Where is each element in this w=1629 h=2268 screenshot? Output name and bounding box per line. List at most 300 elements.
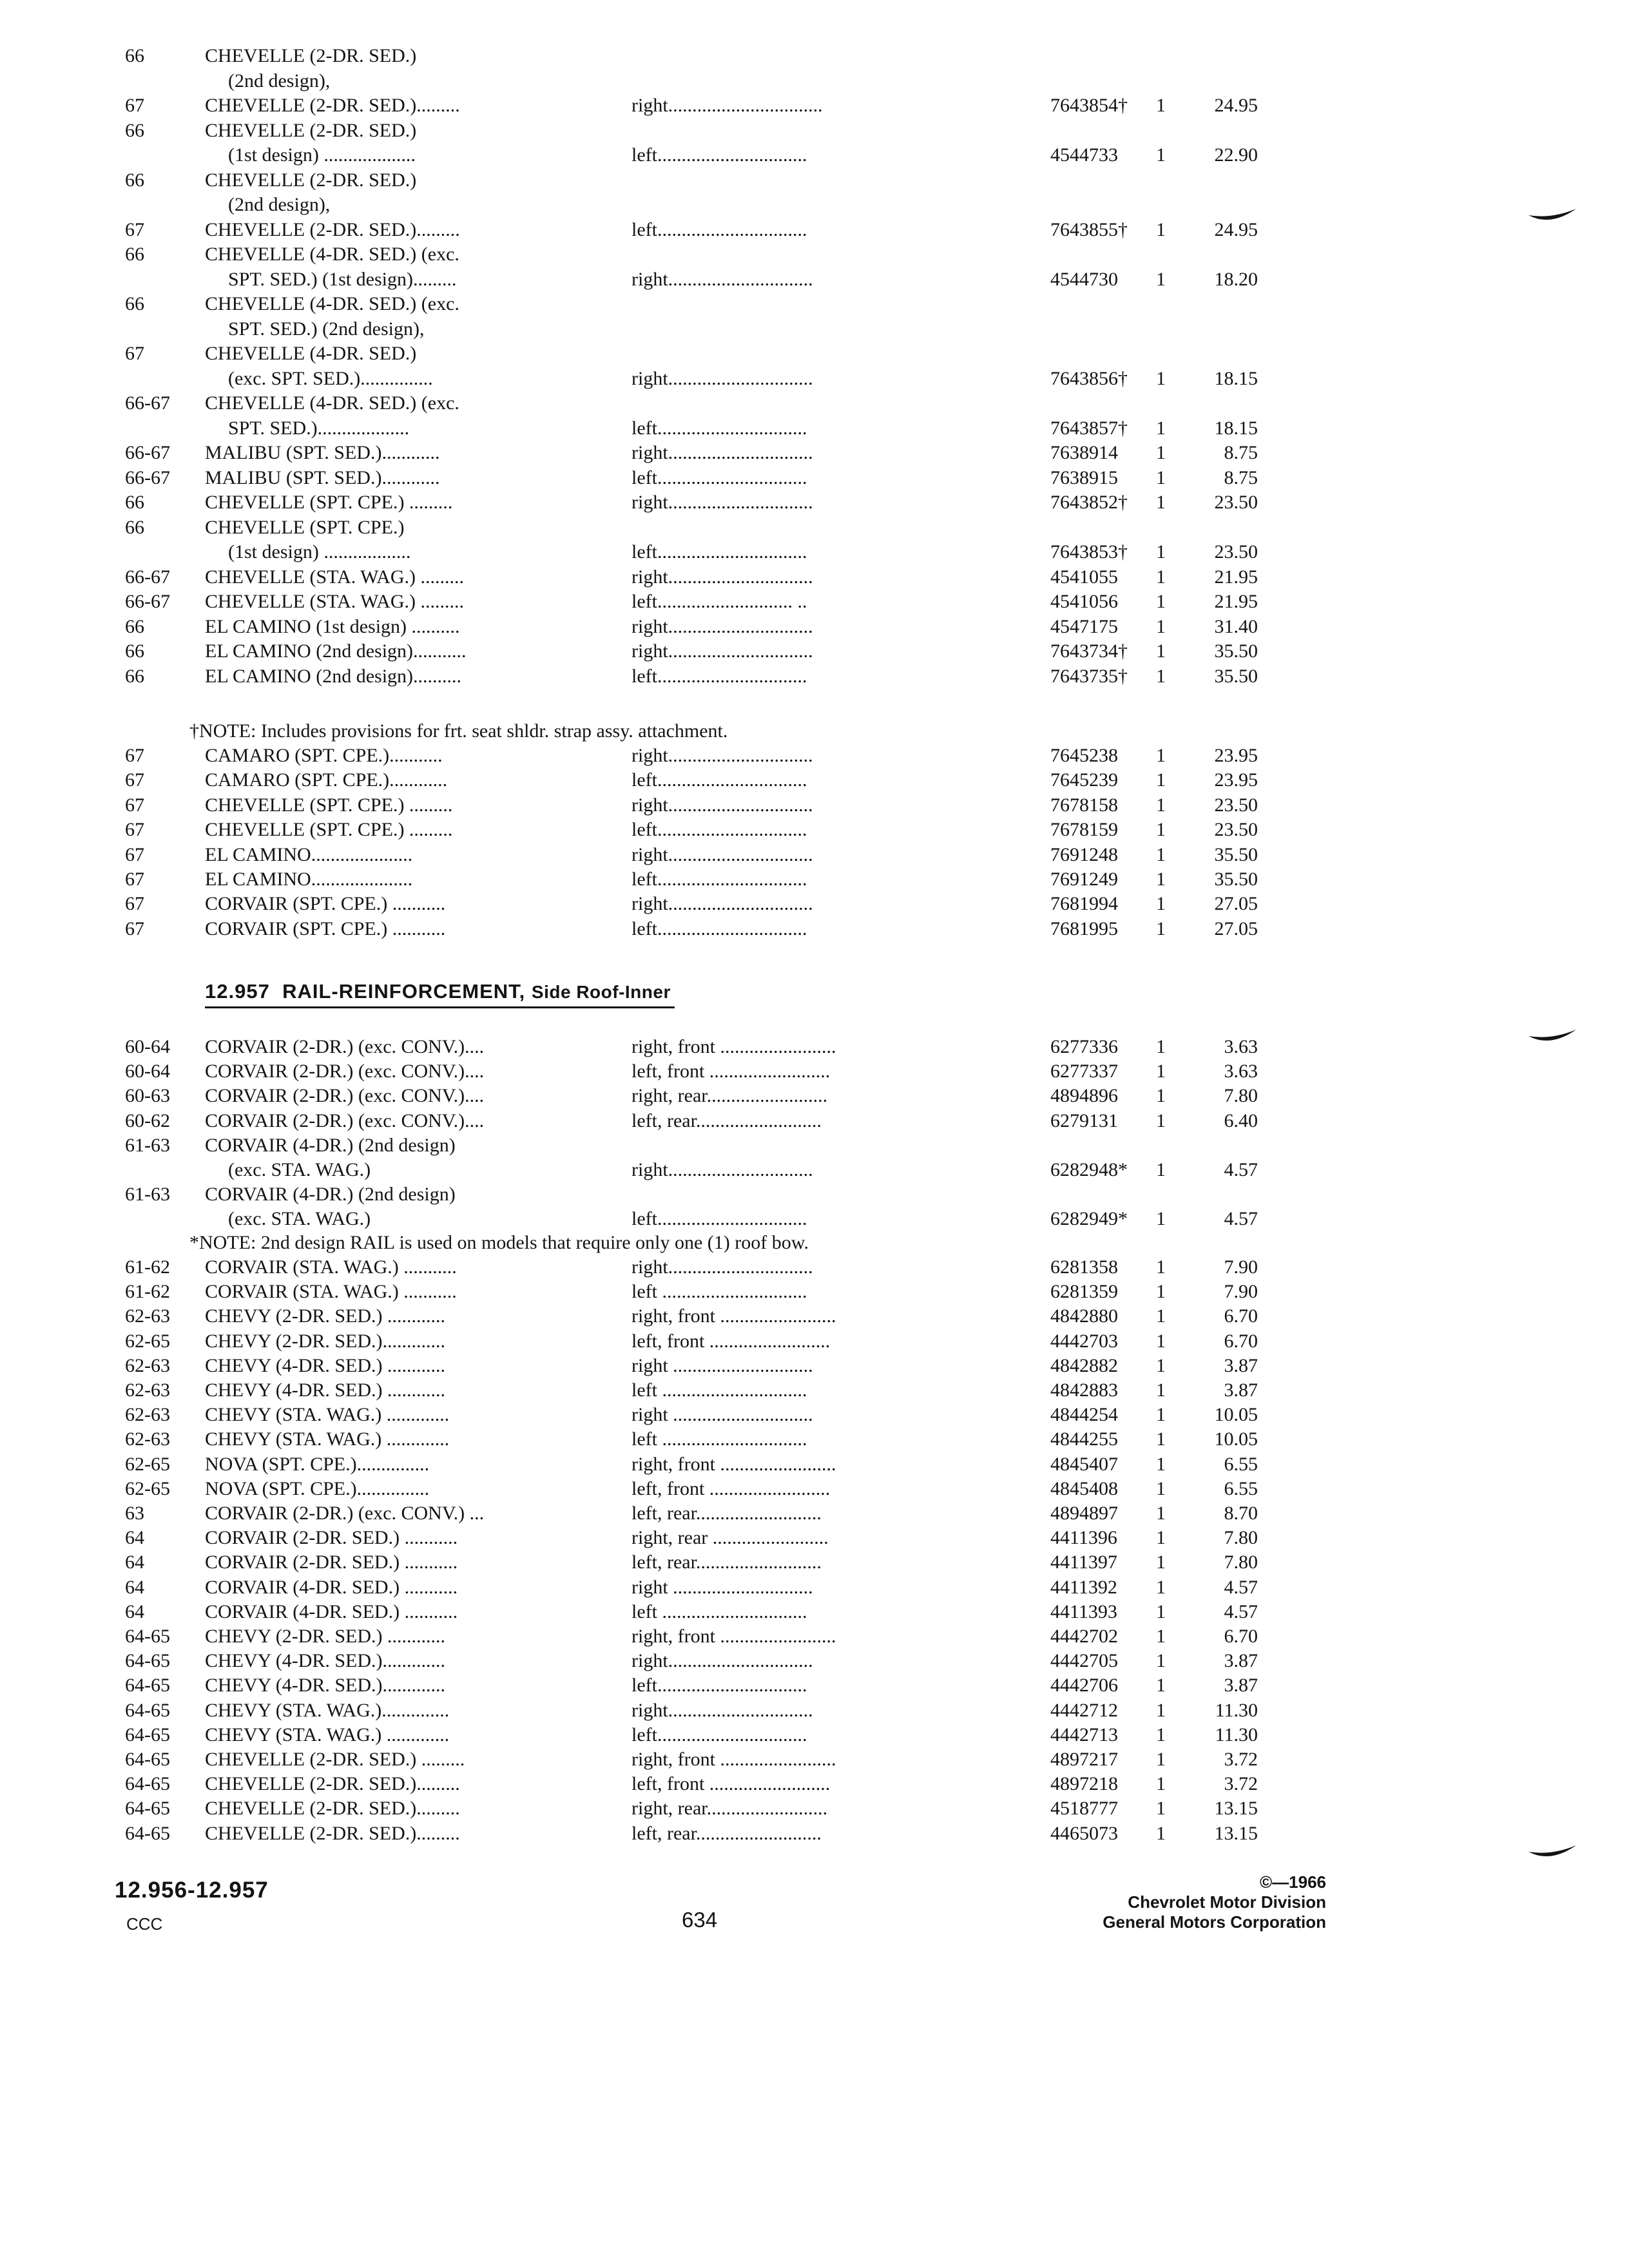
quantity-cell: 1 — [1156, 367, 1166, 389]
binder-tick-mark — [1527, 1841, 1577, 1861]
side-cell: left .............................. — [631, 1281, 807, 1303]
year-cell: 66 — [125, 293, 144, 314]
year-cell: 66 — [125, 169, 144, 191]
year-cell: 61-63 — [125, 1134, 170, 1156]
model-cell: CHEVELLE (SPT. CPE.) ......... — [205, 794, 453, 816]
side-cell: left, front ......................... — [631, 1061, 831, 1082]
quantity-cell: 1 — [1156, 1256, 1166, 1278]
part-number-cell: 7678158 — [1050, 794, 1118, 816]
table-row — [0, 317, 1629, 341]
table-row — [0, 1575, 1629, 1600]
price-cell: 8.70 — [1224, 1503, 1258, 1524]
side-cell: left............................... — [631, 769, 807, 791]
price-cell: 3.87 — [1224, 1675, 1258, 1696]
year-cell: 64-65 — [125, 1798, 170, 1820]
price-cell: 35.50 — [1214, 665, 1258, 687]
price-cell: 35.50 — [1214, 869, 1258, 890]
side-cell: right.............................. — [631, 615, 813, 637]
side-cell: right, front ........................ — [631, 1305, 836, 1327]
side-cell: left............................... — [631, 466, 807, 488]
part-number-cell: 4411397 — [1050, 1552, 1117, 1573]
quantity-cell: 1 — [1156, 1379, 1166, 1401]
year-cell: 62-63 — [125, 1379, 170, 1401]
model-cell: CHEVY (STA. WAG.).............. — [205, 1699, 450, 1721]
quantity-cell: 1 — [1156, 1404, 1166, 1426]
table-row — [0, 242, 1629, 267]
table-row — [0, 917, 1629, 941]
price-cell: 6.70 — [1224, 1305, 1258, 1327]
quantity-cell: 1 — [1156, 1724, 1166, 1745]
quantity-cell: 1 — [1156, 1208, 1166, 1230]
year-cell: 66 — [125, 516, 144, 538]
part-number-cell: 4544730 — [1050, 268, 1118, 290]
price-cell: 4.57 — [1224, 1159, 1258, 1180]
side-cell: left, rear.......................... — [631, 1110, 822, 1131]
side-cell: left, front ......................... — [631, 1477, 831, 1499]
price-cell: 23.95 — [1214, 769, 1258, 791]
part-number-cell: 6277337 — [1050, 1061, 1118, 1082]
table-row — [0, 590, 1629, 614]
price-cell: 7.90 — [1224, 1256, 1258, 1278]
year-cell: 64-65 — [125, 1749, 170, 1770]
table-row — [0, 267, 1629, 292]
model-cell: CHEVY (2-DR. SED.) ............ — [205, 1626, 446, 1647]
model-cell: CHEVELLE (4-DR. SED.) — [205, 343, 417, 364]
table-row — [0, 1600, 1629, 1624]
year-cell: 64-65 — [125, 1650, 170, 1672]
year-cell: 67 — [125, 769, 144, 791]
year-cell: 64 — [125, 1552, 144, 1573]
part-number-cell: 7643856† — [1050, 367, 1128, 389]
model-cell: EL CAMINO (2nd design)........... — [205, 640, 467, 662]
price-cell: 18.15 — [1214, 417, 1258, 439]
side-cell: left .............................. — [631, 1428, 807, 1450]
side-cell: left............................... — [631, 417, 807, 439]
model-cell: CHEVY (STA. WAG.) ............. — [205, 1404, 450, 1426]
side-cell: right.............................. — [631, 745, 813, 766]
year-cell: 62-65 — [125, 1477, 170, 1499]
year-cell: 62-63 — [125, 1354, 170, 1376]
model-cell: CHEVELLE (2-DR. SED.)......... — [205, 1773, 460, 1795]
model-cell: CORVAIR (2-DR.) (exc. CONV.).... — [205, 1061, 485, 1082]
model-cell: (2nd design), — [228, 194, 331, 215]
table-row — [0, 892, 1629, 916]
quantity-cell: 1 — [1156, 1749, 1166, 1770]
price-cell: 10.05 — [1214, 1428, 1258, 1450]
price-cell: 24.95 — [1214, 218, 1258, 240]
price-cell: 18.20 — [1214, 268, 1258, 290]
model-cell: CORVAIR (2-DR.) (exc. CONV.).... — [205, 1036, 485, 1057]
table-row — [0, 793, 1629, 818]
model-cell: EL CAMINO..................... — [205, 869, 413, 890]
price-cell: 3.87 — [1224, 1650, 1258, 1672]
quantity-cell: 1 — [1156, 1428, 1166, 1450]
model-cell: EL CAMINO (1st design) .......... — [205, 615, 460, 637]
year-cell: 62-65 — [125, 1330, 170, 1352]
price-cell: 4.57 — [1224, 1208, 1258, 1230]
year-cell: 60-64 — [125, 1036, 170, 1057]
part-number-cell: 4442713 — [1050, 1724, 1118, 1745]
year-cell: 61-62 — [125, 1256, 170, 1278]
part-number-cell: 4897218 — [1050, 1773, 1118, 1795]
part-number-cell: 7645239 — [1050, 769, 1118, 791]
year-cell: 66 — [125, 640, 144, 662]
table-row — [0, 441, 1629, 465]
year-cell: 60-62 — [125, 1110, 170, 1131]
year-cell: 64 — [125, 1576, 144, 1598]
quantity-cell: 1 — [1156, 1699, 1166, 1721]
table-row — [0, 490, 1629, 515]
year-cell: 67 — [125, 819, 144, 841]
price-cell: 3.72 — [1224, 1773, 1258, 1795]
price-cell: 6.55 — [1224, 1477, 1258, 1499]
part-number-cell: 7678159 — [1050, 819, 1118, 841]
model-cell: NOVA (SPT. CPE.)............... — [205, 1477, 430, 1499]
table-row — [0, 664, 1629, 689]
quantity-cell: 1 — [1156, 893, 1166, 915]
section-heading — [205, 977, 675, 1008]
price-cell: 35.50 — [1214, 843, 1258, 865]
side-cell: left, front ......................... — [631, 1773, 831, 1795]
table-row — [0, 1723, 1629, 1747]
table-row — [0, 1182, 1629, 1207]
year-cell: 64 — [125, 1527, 144, 1549]
part-number-cell: 4845407 — [1050, 1453, 1118, 1475]
footer-copyright: ©—1966 — [1260, 1872, 1326, 1892]
binder-tick-mark — [1527, 205, 1577, 224]
side-cell: right.............................. — [631, 843, 813, 865]
table-row — [0, 1501, 1629, 1526]
year-cell: 66 — [125, 665, 144, 687]
table-row — [0, 1452, 1629, 1477]
price-cell: 21.95 — [1214, 591, 1258, 612]
table-row — [0, 391, 1629, 416]
part-number-cell: 4842880 — [1050, 1305, 1118, 1327]
quantity-cell: 1 — [1156, 843, 1166, 865]
quantity-cell: 1 — [1156, 417, 1166, 439]
quantity-cell: 1 — [1156, 745, 1166, 766]
table-row — [0, 867, 1629, 892]
year-cell: 66-67 — [125, 442, 170, 463]
model-cell: CHEVELLE (SPT. CPE.) ......... — [205, 492, 453, 513]
quantity-cell: 1 — [1156, 268, 1166, 290]
model-cell: CORVAIR (4-DR.) (2nd design) — [205, 1184, 456, 1206]
table-row — [0, 1477, 1629, 1501]
table-row — [0, 1796, 1629, 1821]
year-cell: 67 — [125, 745, 144, 766]
model-cell: CORVAIR (SPT. CPE.) ........... — [205, 893, 446, 915]
table-row — [0, 515, 1629, 540]
table-row — [0, 1304, 1629, 1329]
table-row — [0, 768, 1629, 793]
model-cell: CHEVY (STA. WAG.) ............. — [205, 1428, 450, 1450]
table-row — [0, 1427, 1629, 1452]
year-cell: 60-63 — [125, 1085, 170, 1107]
price-cell: 6.55 — [1224, 1453, 1258, 1475]
price-cell: 7.80 — [1224, 1527, 1258, 1549]
table-row — [0, 1280, 1629, 1304]
year-cell: 66-67 — [125, 466, 170, 488]
year-cell: 66 — [125, 45, 144, 66]
side-cell: right.............................. — [631, 566, 813, 588]
quantity-cell: 1 — [1156, 144, 1166, 166]
quantity-cell: 1 — [1156, 615, 1166, 637]
model-cell: CORVAIR (4-DR.) (2nd design) — [205, 1134, 456, 1156]
model-cell: CHEVY (4-DR. SED.) ............ — [205, 1379, 446, 1401]
part-number-cell: 4897217 — [1050, 1749, 1118, 1770]
side-cell: left............................... — [631, 1208, 807, 1230]
table-row — [0, 466, 1629, 490]
price-cell: 23.50 — [1214, 541, 1258, 562]
model-cell: (exc. STA. WAG.) — [228, 1208, 371, 1230]
section-number: 12.957 — [205, 980, 270, 1003]
year-cell: 67 — [125, 218, 144, 240]
side-cell: left............................... — [631, 869, 807, 890]
price-cell: 24.95 — [1214, 95, 1258, 116]
quantity-cell: 1 — [1156, 1576, 1166, 1598]
model-cell: CHEVELLE (2-DR. SED.) — [205, 119, 417, 141]
table-row — [0, 843, 1629, 867]
table-row — [0, 1747, 1629, 1772]
table-row — [0, 143, 1629, 168]
quantity-cell: 1 — [1156, 819, 1166, 841]
price-cell: 13.15 — [1214, 1822, 1258, 1844]
side-cell: left............................... — [631, 819, 807, 841]
price-cell: 7.80 — [1224, 1552, 1258, 1573]
side-cell: left............................... — [631, 918, 807, 939]
side-cell: left............................... — [631, 541, 807, 562]
price-cell: 3.87 — [1224, 1379, 1258, 1401]
part-number-cell: 4442712 — [1050, 1699, 1118, 1721]
model-cell: CHEVELLE (STA. WAG.) ......... — [205, 566, 464, 588]
table-row — [0, 1354, 1629, 1378]
table-row — [0, 341, 1629, 366]
part-number-cell: 4894896 — [1050, 1085, 1118, 1107]
year-cell: 67 — [125, 343, 144, 364]
price-cell: 31.40 — [1214, 615, 1258, 637]
side-cell: right.............................. — [631, 893, 813, 915]
model-cell: (exc. SPT. SED.)............... — [228, 367, 433, 389]
year-cell: 67 — [125, 918, 144, 939]
price-cell: 3.87 — [1224, 1354, 1258, 1376]
quantity-cell: 1 — [1156, 466, 1166, 488]
model-cell: NOVA (SPT. CPE.)............... — [205, 1453, 430, 1475]
model-cell: CHEVELLE (2-DR. SED.) — [205, 169, 417, 191]
table-row — [0, 615, 1629, 639]
side-cell: right.............................. — [631, 367, 813, 389]
table-row — [0, 1403, 1629, 1427]
part-number-cell: 4842882 — [1050, 1354, 1118, 1376]
quantity-cell: 1 — [1156, 1453, 1166, 1475]
side-cell: right.............................. — [631, 1699, 813, 1721]
price-cell: 23.50 — [1214, 819, 1258, 841]
model-cell: CHEVELLE (STA. WAG.) ......... — [205, 591, 464, 612]
model-cell: CHEVELLE (2-DR. SED.)......... — [205, 1798, 460, 1820]
quantity-cell: 1 — [1156, 1552, 1166, 1573]
table-row — [0, 44, 1629, 68]
table-row — [0, 1207, 1629, 1231]
quantity-cell: 1 — [1156, 566, 1166, 588]
part-number-cell: 4845408 — [1050, 1477, 1118, 1499]
price-cell: 3.63 — [1224, 1036, 1258, 1057]
table-row — [0, 119, 1629, 143]
model-cell: CHEVELLE (4-DR. SED.) (exc. — [205, 392, 459, 414]
price-cell: 7.90 — [1224, 1281, 1258, 1303]
year-cell: 64-65 — [125, 1773, 170, 1795]
part-number-cell: 4465073 — [1050, 1822, 1118, 1844]
quantity-cell: 1 — [1156, 1650, 1166, 1672]
part-number-cell: 7691248 — [1050, 843, 1118, 865]
model-cell: CHEVELLE (4-DR. SED.) (exc. — [205, 293, 459, 314]
side-cell: right, front ........................ — [631, 1749, 836, 1770]
price-cell: 8.75 — [1224, 442, 1258, 463]
quantity-cell: 1 — [1156, 918, 1166, 939]
side-cell: right.............................. — [631, 794, 813, 816]
quantity-cell: 1 — [1156, 1061, 1166, 1082]
year-cell: 60-64 — [125, 1061, 170, 1082]
quantity-cell: 1 — [1156, 769, 1166, 791]
model-cell: CORVAIR (2-DR.) (exc. CONV.) ... — [205, 1503, 485, 1524]
footer-code: CCC — [126, 1914, 163, 1934]
section-subtitle: Side Roof-Inner — [531, 982, 671, 1002]
quantity-cell: 1 — [1156, 1503, 1166, 1524]
price-cell: 7.80 — [1224, 1085, 1258, 1107]
part-number-cell: 7638915 — [1050, 466, 1118, 488]
price-cell: 11.30 — [1215, 1724, 1258, 1745]
part-number-cell: 4844254 — [1050, 1404, 1118, 1426]
quantity-cell: 1 — [1156, 1626, 1166, 1647]
table-row — [0, 744, 1629, 768]
part-number-cell: 7681994 — [1050, 893, 1118, 915]
part-number-cell: 7691249 — [1050, 869, 1118, 890]
part-number-cell: 4894897 — [1050, 1503, 1118, 1524]
model-cell: CHEVY (4-DR. SED.)............. — [205, 1675, 446, 1696]
year-cell: 61-63 — [125, 1184, 170, 1206]
side-cell: left, rear.......................... — [631, 1503, 822, 1524]
model-cell: CAMARO (SPT. CPE.)............ — [205, 769, 448, 791]
year-cell: 64-65 — [125, 1822, 170, 1844]
model-cell: SPT. SED.) (1st design)......... — [228, 268, 457, 290]
side-cell: right.............................. — [631, 442, 813, 463]
model-cell: CHEVY (STA. WAG.) ............. — [205, 1724, 450, 1745]
year-cell: 64-65 — [125, 1626, 170, 1647]
part-number-cell: 4442702 — [1050, 1626, 1118, 1647]
model-cell: CORVAIR (2-DR.) (exc. CONV.).... — [205, 1085, 485, 1107]
table-row — [0, 1772, 1629, 1796]
price-cell: 23.50 — [1214, 794, 1258, 816]
price-cell: 6.70 — [1224, 1330, 1258, 1352]
model-cell: CORVAIR (4-DR. SED.) ........... — [205, 1600, 458, 1622]
model-cell: (1st design) .................. — [228, 541, 411, 562]
side-cell: right................................ — [631, 95, 823, 116]
part-number-cell: 4411393 — [1050, 1600, 1117, 1622]
model-cell: CORVAIR (SPT. CPE.) ........... — [205, 918, 446, 939]
year-cell: 67 — [125, 794, 144, 816]
part-number-cell: 4544733 — [1050, 144, 1118, 166]
part-number-cell: 7645238 — [1050, 745, 1118, 766]
side-cell: left............................ .. — [631, 591, 807, 612]
part-number-cell: 6277336 — [1050, 1036, 1118, 1057]
year-cell: 66 — [125, 492, 144, 513]
side-cell: left............................... — [631, 1675, 807, 1696]
model-cell: SPT. SED.)................... — [228, 417, 410, 439]
table-row — [0, 1698, 1629, 1723]
year-cell: 66-67 — [125, 392, 170, 414]
model-cell: CHEVY (2-DR. SED.)............. — [205, 1330, 446, 1352]
model-cell: CHEVELLE (4-DR. SED.) (exc. — [205, 244, 459, 265]
quantity-cell: 1 — [1156, 442, 1166, 463]
footer-section-range: 12.956-12.957 — [115, 1878, 269, 1903]
side-cell: left, rear.......................... — [631, 1822, 822, 1844]
quantity-cell: 1 — [1156, 1159, 1166, 1180]
quantity-cell: 1 — [1156, 1600, 1166, 1622]
table-row — [0, 1329, 1629, 1354]
year-cell: 64 — [125, 1600, 144, 1622]
year-cell: 62-63 — [125, 1428, 170, 1450]
model-cell: CHEVY (2-DR. SED.) ............ — [205, 1305, 446, 1327]
part-number-cell: 6279131 — [1050, 1110, 1118, 1131]
part-number-cell: 6281359 — [1050, 1281, 1118, 1303]
table-row — [0, 69, 1629, 93]
quantity-cell: 1 — [1156, 640, 1166, 662]
footnote-dagger: †NOTE: Includes provisions for frt. seat shldr. strap assy. attachment. — [189, 720, 728, 742]
part-number-cell: 4541055 — [1050, 566, 1118, 588]
year-cell: 67 — [125, 843, 144, 865]
side-cell: right.............................. — [631, 1159, 813, 1180]
part-number-cell: 4842883 — [1050, 1379, 1118, 1401]
price-cell: 35.50 — [1214, 640, 1258, 662]
part-number-cell: 7681995 — [1050, 918, 1118, 939]
table-row — [0, 193, 1629, 217]
quantity-cell: 1 — [1156, 1281, 1166, 1303]
quantity-cell: 1 — [1156, 869, 1166, 890]
side-cell: right.............................. — [631, 268, 813, 290]
model-cell: CHEVELLE (2-DR. SED.)......... — [205, 218, 460, 240]
price-cell: 6.40 — [1224, 1110, 1258, 1131]
part-number-cell: 7643854† — [1050, 95, 1128, 116]
year-cell: 67 — [125, 95, 144, 116]
model-cell: CORVAIR (4-DR. SED.) ........... — [205, 1576, 458, 1598]
price-cell: 10.05 — [1214, 1404, 1258, 1426]
quantity-cell: 1 — [1156, 1527, 1166, 1549]
side-cell: right, rear ........................ — [631, 1527, 829, 1549]
part-number-cell: 7638914 — [1050, 442, 1118, 463]
side-cell: right ............................. — [631, 1354, 813, 1376]
year-cell: 62-63 — [125, 1305, 170, 1327]
footnote-asterisk: *NOTE: 2nd design RAIL is used on models that require only one (1) roof bow. — [189, 1232, 809, 1253]
price-cell: 3.72 — [1224, 1749, 1258, 1770]
table-row — [0, 639, 1629, 664]
model-cell: MALIBU (SPT. SED.)............ — [205, 466, 440, 488]
model-cell: CAMARO (SPT. CPE.)........... — [205, 745, 443, 766]
price-cell: 6.70 — [1224, 1626, 1258, 1647]
part-number-cell: 6281358 — [1050, 1256, 1118, 1278]
price-cell: 18.15 — [1214, 367, 1258, 389]
year-cell: 66-67 — [125, 591, 170, 612]
side-cell: right ............................. — [631, 1576, 813, 1598]
year-cell: 64-65 — [125, 1724, 170, 1745]
part-number-cell: 4547175 — [1050, 615, 1118, 637]
table-row — [0, 1109, 1629, 1133]
price-cell: 27.05 — [1214, 893, 1258, 915]
table-row — [0, 218, 1629, 242]
price-cell: 8.75 — [1224, 466, 1258, 488]
table-row — [0, 1550, 1629, 1575]
year-cell: 62-65 — [125, 1453, 170, 1475]
table-row — [0, 1673, 1629, 1698]
part-number-cell: 4844255 — [1050, 1428, 1118, 1450]
year-cell: 66 — [125, 244, 144, 265]
